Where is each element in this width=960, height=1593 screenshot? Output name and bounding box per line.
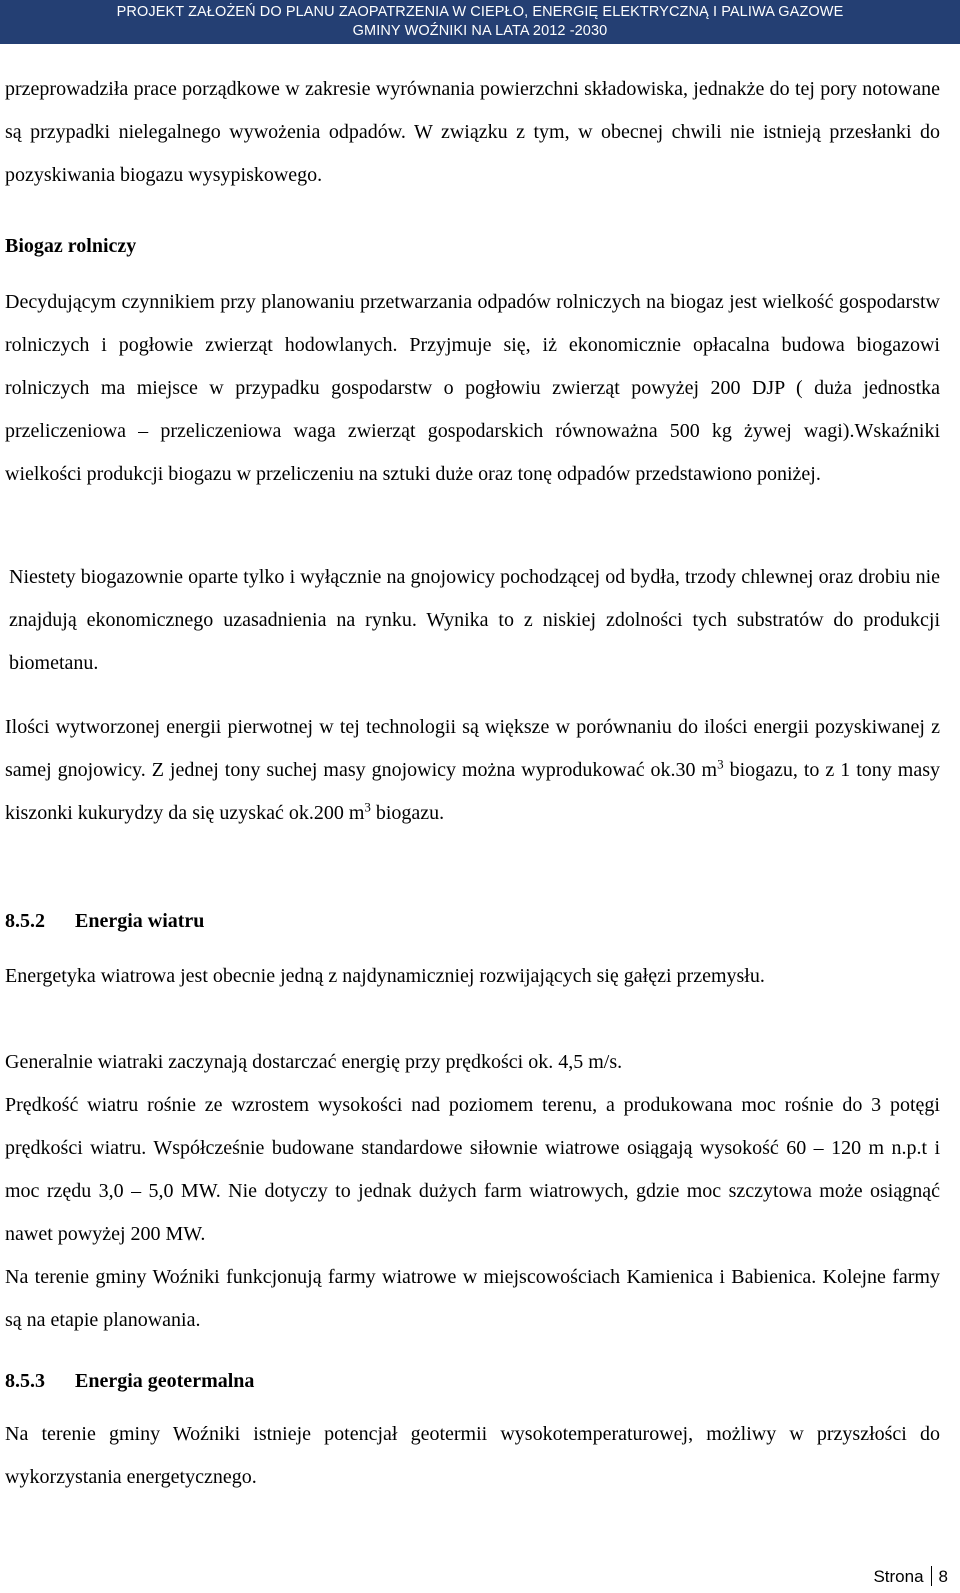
section-title-energia-geotermalna: Energia geotermalna bbox=[75, 1370, 255, 1392]
section-number-8-5-3: 8.5.3 bbox=[5, 1370, 45, 1392]
section-heading-8-5-3 bbox=[5, 1370, 254, 1393]
header-title-line1: PROJEKT ZAŁOŻEŃ DO PLANU ZAOPATRZENIA W CIEPŁO, ENERGIĘ ELEKTRYCZNĄ I PALIWA GAZOWE bbox=[116, 4, 844, 20]
paragraph-energia-part1: Ilości wytworzonej energii pierwotnej w tej technologii są większe w porównaniu do ilości energii pozyskiwanej z samej gnojowicy. Z jednej tony suchej masy gnojowicy można wyprodukować ok.30 m bbox=[5, 716, 940, 781]
paragraph-farmy-wiatrowe: Na terenie gminy Woźniki funkcjonują farmy wiatrowe w miejscowościach Kamienica i Babienica. Kolejne farmy są na etapie planowania. bbox=[5, 1266, 940, 1331]
document-header bbox=[0, 0, 960, 44]
paragraph-biogaz-rolniczy-part2: Wskaźniki wielkości produkcji biogazu w przeliczeniu na sztuki duże oraz tonę odpadów przedstawiono poniżej. bbox=[5, 420, 940, 485]
paragraph-biogazownie: Niestety biogazownie oparte tylko i wyłącznie na gnojowicy pochodzącej od bydła, trzody chlewnej oraz drobiu nie znajdują ekonomicznego uzasadnienia na rynku. Wynika to z niskiej zdolności tych substratów do produkcji biometanu. bbox=[9, 566, 940, 674]
paragraph-energia-part3: biogazu. bbox=[370, 802, 445, 824]
superscript-3b: 3 bbox=[364, 799, 371, 815]
section-title-energia-wiatru: Energia wiatru bbox=[75, 910, 205, 932]
section-heading-8-5-2 bbox=[5, 910, 204, 933]
superscript-3a: 3 bbox=[717, 756, 724, 772]
paragraph-biogaz-rolniczy-part1: Decydującym czynnikiem przy planowaniu przetwarzania odpadów rolniczych na biogaz jest wielkość gospodarstw rolniczych i pogłowie zwierząt hodowlanych. Przyjmuje się, iż ekonomicznie opłacalna budowa biogazowi rolniczych ma miejsce w przypadku gospodarstw o pogłowiu zwierząt powyżej 200 DJP ( duża jednostka przeliczeniowa – przeliczeniowa waga zwierząt gospodarskich równoważna 500 kg żywej wagi). bbox=[5, 291, 940, 442]
subheading-biogaz-rolniczy: Biogaz rolniczy bbox=[5, 235, 137, 257]
paragraph-energetyka-wiatrowa: Energetyka wiatrowa jest obecnie jedną z najdynamiczniej rozwijających się gałęzi przemysłu. bbox=[5, 965, 765, 987]
paragraph-biogaz-rolniczy bbox=[5, 281, 940, 496]
section-number-8-5-2: 8.5.2 bbox=[5, 910, 45, 932]
paragraph-energia-pierwotna bbox=[5, 706, 940, 835]
footer-separator bbox=[931, 1566, 932, 1586]
paragraph-predkosc-wiatru: Prędkość wiatru rośnie ze wzrostem wysokości nad poziomem terenu, a produkowana moc rośnie do 3 potęgi prędkości wiatru. Współcześnie budowane standardowe siłownie wiatrowe osiągają wysokość 60 – 120 m n.p.t i moc rzędu 3,0 – 5,0 MW. Nie dotyczy to jednak dużych farm wiatrowych, gdzie moc szczytowa może osiągnąć nawet powyżej 200 MW. bbox=[5, 1094, 940, 1245]
page-label: Strona bbox=[873, 1567, 924, 1586]
paragraph-geotermia: Na terenie gminy Woźniki istnieje potencjał geotermii wysokotemperaturowej, możliwy w przyszłości do wykorzystania energetycznego. bbox=[5, 1423, 940, 1488]
page-number: 8 bbox=[938, 1567, 948, 1586]
header-title-line2: GMINY WOŹNIKI NA LATA 2012 -2030 bbox=[352, 23, 608, 39]
page-footer bbox=[873, 1566, 948, 1587]
paragraph-landfill: przeprowadziła prace porządkowe w zakresie wyrównania powierzchni składowiska, jednakże do tej pory notowane są przypadki nielegalnego wywożenia odpadów. W związku z tym, w obecnej chwili nie istnieją przesłanki do pozyskiwania biogazu wysypiskowego. bbox=[5, 78, 940, 186]
paragraph-wiatraki: Generalnie wiatraki zaczynają dostarczać energię przy prędkości ok. 4,5 m/s. bbox=[5, 1051, 623, 1073]
paragraph-energia-part2: biogazu, to z 1 tony masy kiszonki kukurydzy da się uzyskać ok.200 m bbox=[5, 759, 940, 824]
